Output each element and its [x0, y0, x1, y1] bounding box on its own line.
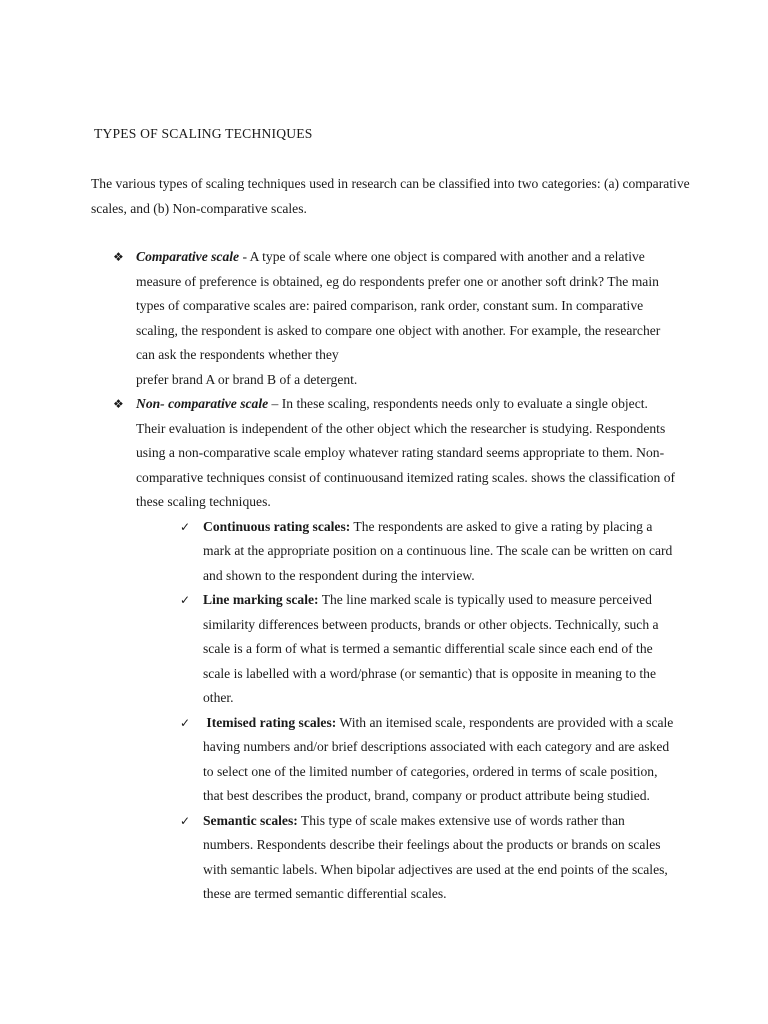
line-marking-scale-item — [180, 588, 678, 711]
semantic-scales-term: Semantic scales: — [203, 812, 298, 828]
comparative-scale-text: - A type of scale where one object is compared with another and a relative measure of preference is obtained, eg do respondents prefer one or another soft drink? The main types of comparative scales are: paired comparison, rank order, constant sum. In comparative scaling, the respondent is asked to compare one object with another. For example, the researcher can ask the respondents whether they — [136, 249, 661, 362]
scale-category-list — [0, 245, 768, 907]
checkmark-icon: ✓ — [180, 813, 191, 828]
diamond-bullet-icon: ❖ — [113, 397, 124, 411]
comparative-scale-item — [0, 245, 676, 392]
itemised-rating-scales-term: Itemised rating scales: — [203, 714, 337, 730]
checkmark-icon: ✓ — [180, 715, 191, 730]
itemised-rating-scales-text: With an itemised scale, respondents are provided with a scale having numbers and/or brief descriptions associated with each category and are asked to select one of the limited number of categories, ordered in terms of scale position, that best describes the product, brand, company or product attribute being studied. — [203, 714, 674, 803]
non-comparative-scale-text: – In these scaling, respondents needs only to evaluate a single object. Their evaluation is independent of the other object which the researcher is studying. Respondents using a non-comparative scale employ whatever rating standard seems appropriate to them. Non-comparative techniques consist of continuousand itemized rating scales. shows the classification of these scaling techniques. — [136, 396, 676, 509]
document-title: TYPES OF SCALING TECHNIQUES — [94, 126, 313, 141]
continuous-rating-scales-term: Continuous rating scales: — [203, 518, 351, 534]
line-marking-scale-text: The line marked scale is typically used to measure perceived similarity differences between products, brands or other objects. Technically, such a scale is a form of what is termed a semantic differential scale since each end of the scale is labelled with a word/phrase (or semantic) that is opposite in meaning to the other. — [203, 592, 659, 705]
checkmark-icon: ✓ — [180, 519, 191, 534]
rating-scale-list — [136, 515, 676, 907]
intro-paragraph: The various types of scaling techniques used in research can be classified into two categories: (a) comparative scales, and (b) Non-comparative scales. — [91, 176, 690, 216]
itemised-rating-scales-item — [180, 711, 678, 809]
comparative-scale-text-continued: prefer brand A or brand B of a detergent. — [136, 371, 358, 387]
semantic-scales-text: This type of scale makes extensive use of words rather than numbers. Respondents describe their feelings about the products or brands on scales with semantic labels. When bipolar adjectives are used at the end points of the scales, these are termed semantic differential scales. — [203, 812, 668, 901]
non-comparative-scale-term: Non- comparative scale — [136, 396, 269, 411]
continuous-rating-scales-text: The respondents are asked to give a rating by placing a mark at the appropriate position on a continuous line. The scale can be written on card and shown to the respondent during the interview. — [203, 518, 673, 583]
comparative-scale-term: Comparative scale — [136, 249, 240, 264]
diamond-bullet-icon: ❖ — [113, 250, 124, 264]
line-marking-scale-term: Line marking scale: — [203, 592, 319, 607]
checkmark-icon: ✓ — [180, 593, 191, 607]
non-comparative-scale-item — [0, 392, 676, 907]
continuous-rating-scales-item — [180, 515, 678, 589]
semantic-scales-item — [180, 809, 678, 907]
